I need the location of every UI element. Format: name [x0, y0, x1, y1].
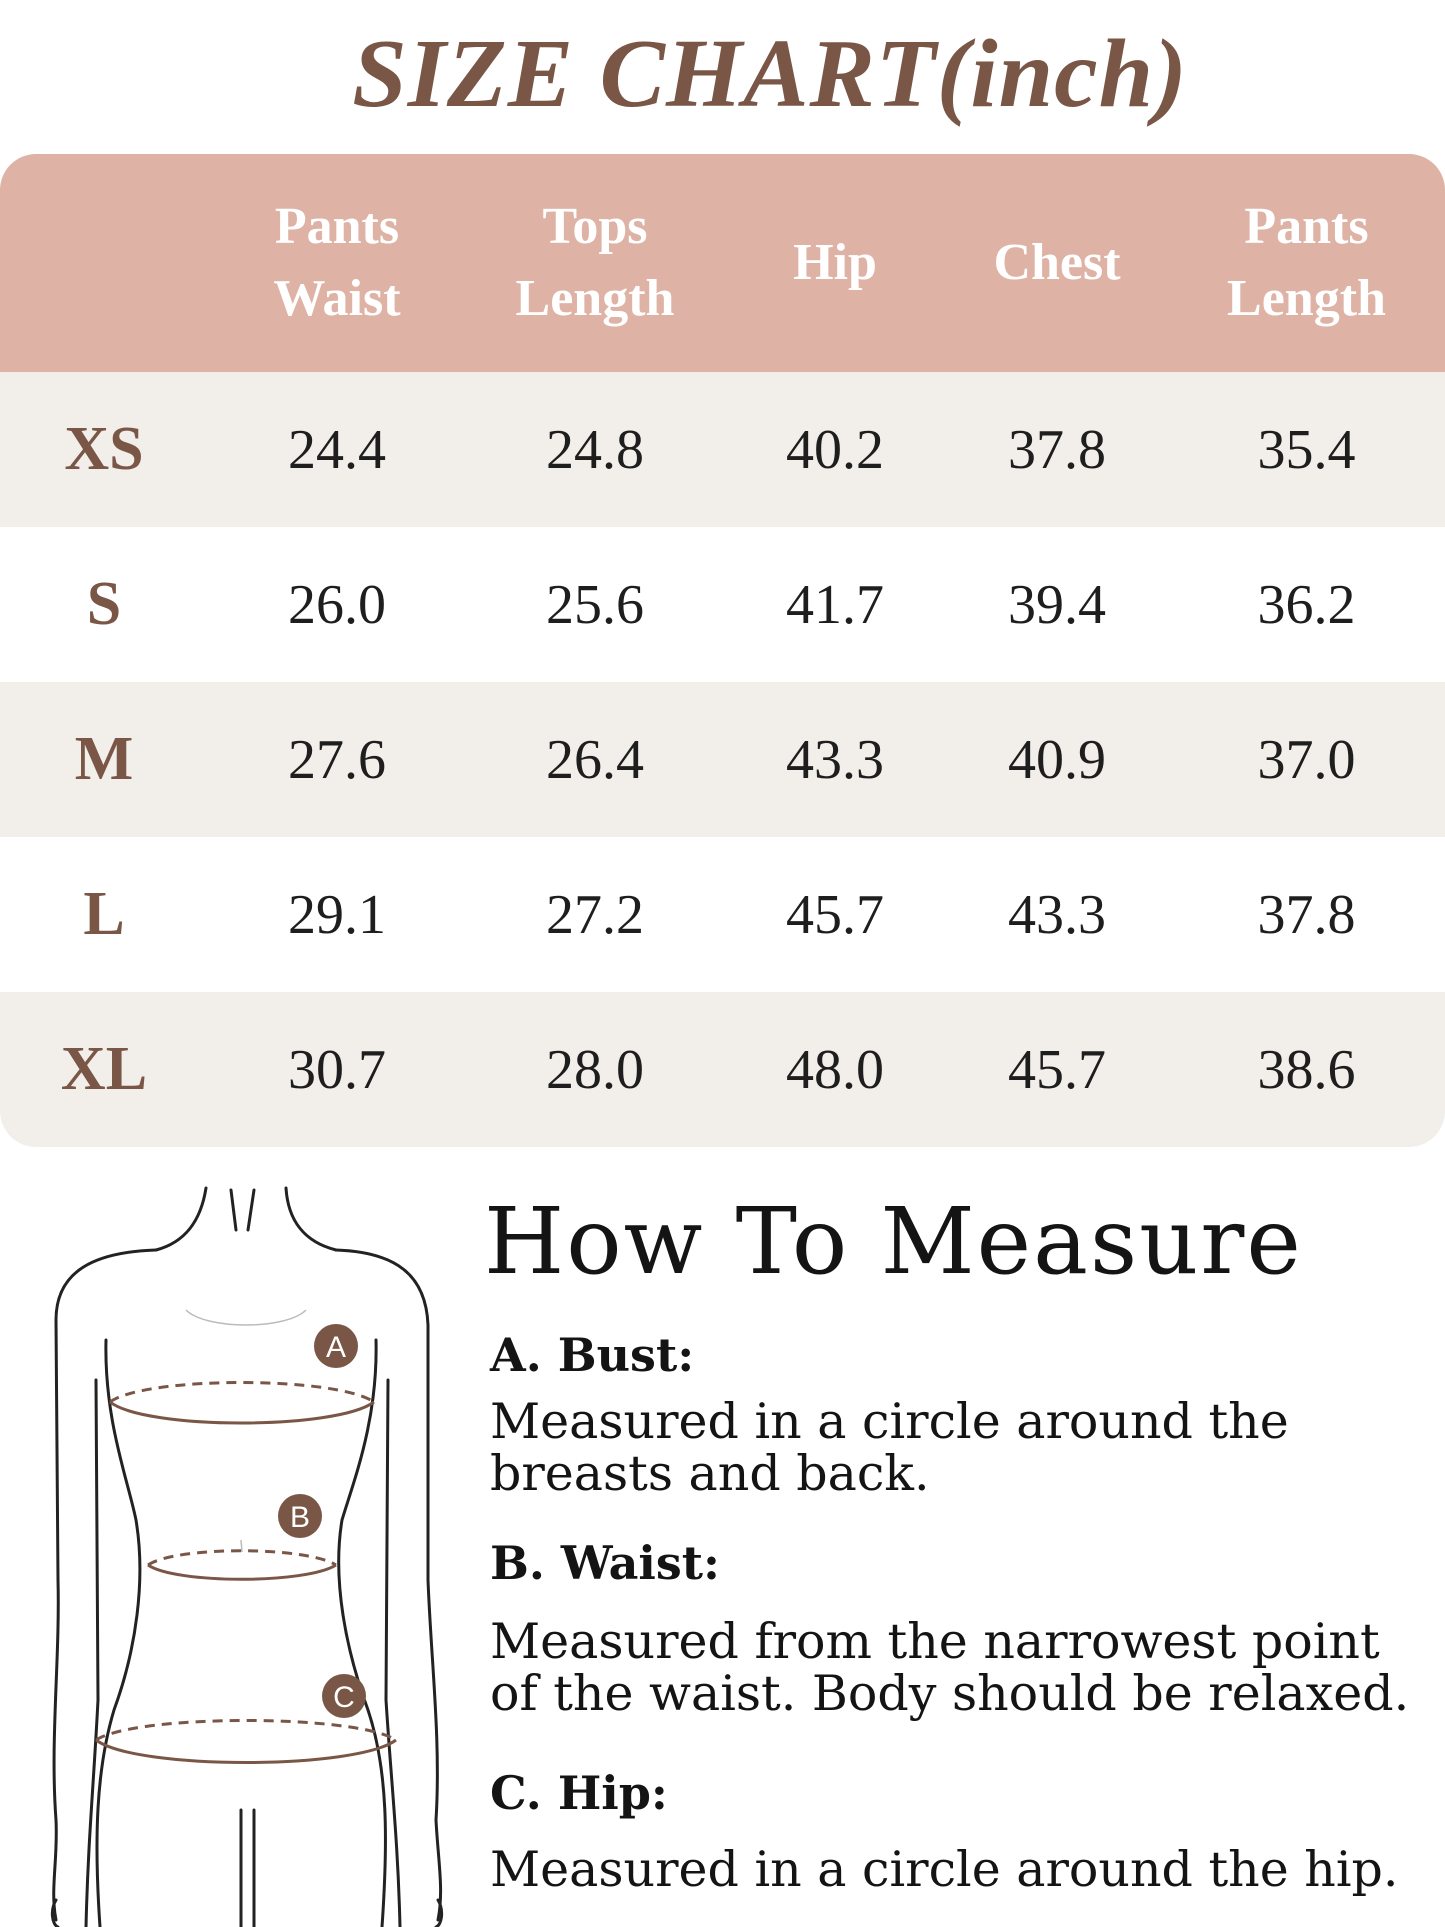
svg-text:A: A [325, 1331, 347, 1364]
hip-line-front [96, 1740, 396, 1763]
description-line: Measured from the narrowest point [490, 1613, 1380, 1670]
table-cell: 27.2 [546, 883, 644, 946]
table-cell: 35.4 [1257, 418, 1356, 481]
marker-c-icon [322, 1674, 366, 1718]
header-line1: Pants [1244, 198, 1369, 255]
header-line1: Pants [274, 198, 400, 255]
waist-line-back [148, 1551, 336, 1565]
size-label: M [74, 725, 134, 793]
marker-a-icon [314, 1324, 358, 1368]
table-cell: 40.9 [1008, 728, 1106, 791]
header-line1: Chest [993, 234, 1121, 291]
table-cell: 27.6 [288, 728, 386, 791]
header-chest [946, 154, 1168, 372]
hip-description [490, 1841, 1440, 1898]
header-tops-length [466, 154, 724, 372]
size-label: S [86, 570, 122, 638]
table-cell: 43.3 [1008, 883, 1106, 946]
description-line: of the waist. Body should be relaxed. [490, 1665, 1410, 1722]
table-cell: 48.0 [786, 1038, 884, 1101]
size-label: L [83, 880, 125, 948]
header-corner [0, 154, 208, 372]
table-cell: 36.2 [1257, 573, 1356, 636]
header-pants-waist [208, 154, 466, 372]
table-cell: 26.0 [288, 573, 386, 636]
table-cell: 28.0 [546, 1038, 644, 1101]
table-cell: 26.4 [546, 728, 644, 791]
table-row [0, 372, 1445, 527]
table-cell: 37.8 [1008, 418, 1106, 481]
size-table [0, 154, 1445, 1147]
hip-heading: C. Hip: [490, 1766, 668, 1820]
bust-description [490, 1393, 1440, 1502]
description-line: Measured in a circle around the hip. [490, 1841, 1399, 1898]
table-cell: 37.8 [1257, 883, 1356, 946]
table-cell: 24.4 [288, 418, 386, 481]
table-cell: 30.7 [288, 1038, 386, 1101]
table-cell: 37.0 [1257, 728, 1356, 791]
table-cell: 45.7 [786, 883, 884, 946]
bust-line-front [110, 1402, 374, 1423]
how-to-measure-title: How To Measure [484, 1188, 1303, 1295]
size-label: XL [60, 1035, 148, 1103]
description-line: breasts and back. [490, 1445, 930, 1502]
body-measurement-figure [36, 1180, 476, 1927]
hip-line-back [96, 1721, 396, 1741]
header-line2: Waist [273, 270, 401, 327]
description-line: Measured in a circle around the [490, 1393, 1289, 1450]
marker-b-icon [278, 1494, 322, 1538]
torso-right-outline [339, 1340, 386, 1927]
waist-heading: B. Waist: [490, 1536, 720, 1590]
table-cell: 38.6 [1257, 1038, 1356, 1101]
table-cell: 24.8 [546, 418, 644, 481]
table-header [0, 154, 1445, 372]
bust-line-back [110, 1383, 374, 1403]
svg-text:B: B [289, 1501, 311, 1534]
table-row [0, 527, 1445, 682]
neck-outline [156, 1188, 206, 1250]
table-cell: 39.4 [1008, 573, 1106, 636]
header-hip [724, 154, 946, 372]
table-cell: 25.6 [546, 573, 644, 636]
size-chart-title: SIZE CHART(inch) [352, 20, 1188, 128]
table-cell: 43.3 [786, 728, 884, 791]
header-line2: Length [1227, 270, 1386, 327]
table-row [0, 992, 1445, 1147]
header-line1: Hip [793, 234, 877, 291]
waist-description [490, 1613, 1440, 1722]
svg-text:C: C [333, 1681, 355, 1714]
waist-line-front [148, 1565, 336, 1579]
table-cell: 29.1 [288, 883, 386, 946]
table-cell: 45.7 [1008, 1038, 1106, 1101]
table-cell: 40.2 [786, 418, 884, 481]
header-line1: Tops [542, 198, 648, 255]
table-row [0, 837, 1445, 992]
header-line2: Length [515, 270, 675, 327]
table-cell: 41.7 [786, 573, 884, 636]
neck-outline [286, 1188, 336, 1250]
bust-heading: A. Bust: [490, 1328, 695, 1382]
torso-left-outline [97, 1340, 140, 1927]
table-row [0, 682, 1445, 837]
header-pants-length [1168, 154, 1445, 372]
size-label: XS [64, 415, 144, 483]
